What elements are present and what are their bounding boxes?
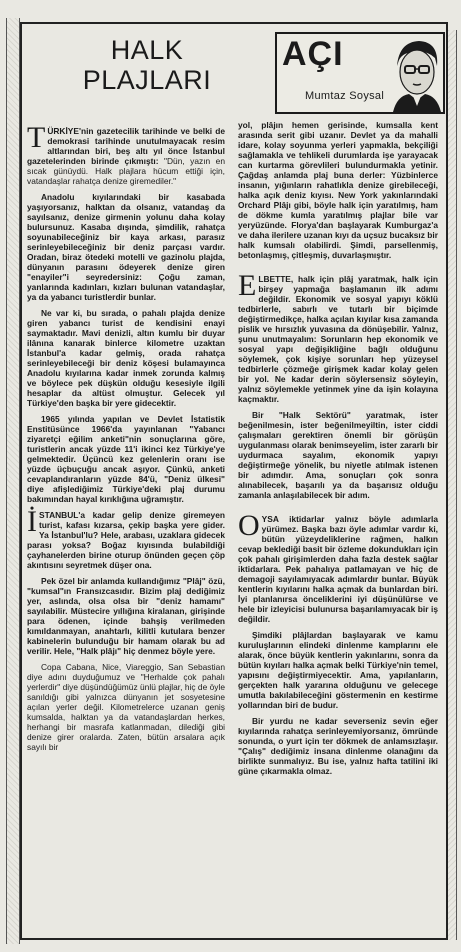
paragraph [27, 576, 225, 656]
paragraph-text: 1965 yılında yapılan ve Devlet İstatistik Enstitüsünce 1966'da yayınlanan "Yabancı ziyaretçi eğilim anketi"nin sonuçlarına göre, turistlerin ancak yüzde 11'i ikinci kez Türkiye'ye gelmektedir. Üçüncü kez gelenlerin oranı ise yüzde üçbuçuğu ancak aşıyor. Çünkü, anketi cevaplandıranların yüzde 84'ü, "Deniz ülkesi" diye afişlediğimiz Türkiye'deki plaj durumu bakımından hayal kırıklığına uğramıştır. [27, 414, 225, 504]
paragraph-text: Ne var ki, bu sırada, o pahalı plajda denize giren yabancı turist de kendisini enayi saymaktadır. Mavi denizli, altın kumlu bir duyar ilânına kanarak binlerce kilometre uzaktan İstanbul'a kadar gelmiş, orada rahatça serinleyebileceği bir deniz köşesi bulamayınca Anadolu kıyılarına kadar inmek zorunda kalmış ve böylece pek düşkün olduğu kesesiyle ilgili hesaplar da altüst olmuştur. Gelecek yıl Türkiye'den başka bir yere gidecektir. [27, 308, 225, 408]
paragraph [238, 269, 438, 404]
decorative-border-right [448, 30, 457, 940]
article-headline [72, 35, 222, 95]
paragraph-text: Şimdiki plâjlardan başlayarak ve kamu kuruluşlarının elindeki dinlenme kamplarını ele alarak, önce büyük kentlerin yakınlarını, sonra da bütün kıyıları halka açmak belki Türkiye'nin temel, yapısını değiştirmiyecektir. Ama, yapılanların, gerçekten halk yararına olduğunu ve gelecege umutla bakılabileceğini göstermenin en kestirme yollarından biri de budur. [238, 630, 438, 710]
drop-cap: İ [27, 505, 37, 538]
paragraph-text: "Dün, yazın en sıcak günüydü. Halk plajlara hücum ettiği için, vatandaşlar rahatça denize giremediler." [27, 156, 225, 186]
paragraph-text: yol, plâjın hemen gerisinde, kumsalla kent arasında serit gibi uzanır. Devlet ya da mahalli idare, kolay soyunma yerleri yapmakla, bekçiliği sağlamakla ve tehlikeli durumlarda işe yarayacak can kurtarma görevlileri bulundurmakla yetinir. Çağdaş anlamda plaj buna derler: Yüzbinlerce insanın, yığınların rahatlıkla denize girebileceği, halka açık deniz kıyısı. New York yakınlarındaki Orchard Plâjı gibi, böyle halk için yaratılmış, ham de dökme kumla yaratılmış plajlar bile var yeryüzünde. Florya'dan başlayarak Kumburgaz'a ve daha ilerilere uzanan kıyı da uçsuz bucaksız bir halk kumsalı olabilirdi. Şimdi, parsellenmiş, betonlaşmış, çitleşmiş, duvarlaşmıştır. [238, 120, 438, 260]
paragraph-text: Bir yurdu ne kadar severseniz sevin eğer kıyılarında rahatça serinleyemiyorsanız, ömründe sonunda, o yurt için ter dökmek de anlamsızlaşır. "Çalış" dediğimiz insana dinlenme olanağını da birlikte sunmalıyız. Bu ise, yalnız hafta tatilini iki güne çıkarmakla olmaz. [238, 716, 438, 776]
paragraph [27, 414, 225, 504]
paragraph [238, 509, 438, 624]
headline-line-2: PLAJLARI [82, 65, 212, 95]
paragraph [238, 410, 438, 500]
paragraph [27, 308, 225, 408]
left-column [27, 121, 225, 758]
paragraph [27, 121, 225, 186]
author-portrait-icon [387, 36, 443, 112]
paragraph-text: STANBUL'a kadar gelip denize giremeyen turist, kafası kızarsa, çekip başka yere gider. Ya İstanbul'lu? Hele, arabası, uzaklara gidecek parası yoksa? Boğaz kıyısında bulabildiği çayhanelerden birine oturup önünden geçen çöp akıntısını seyretmek düşer ona. [27, 510, 225, 570]
paragraph-text: Copa Cabana, Nice, Viareggio, San Sebastian diye adını duyduğumuz ve "Herhalde çok pahalı yerlerdir" diye düşündüğümüz ünlü plajlar, hiç de öyle sanıldığı gibi yalnızca dünyanın jet sosyetesine açılan yerler değil. Kilometrelerce uzanan geniş kumsalda, halktan ya da vatandaşlardan herkes, herhangi bir masrafa katlanmadan, dilediği gibi denize girer oralarda. Zaten, bütün arsalara açık sayılı bir [27, 662, 225, 752]
column-author: Mumtaz Soysal [305, 90, 385, 102]
paragraph [238, 716, 438, 776]
paragraph-text: Anadolu kıyılarındaki bir kasabada yaşıyorsanız, halktan da olsanız, vatandaş da sayılsanız, denize girmenin yolunu daha kolay bulursunuz. Kasaba dışında, şimdilik, rahatça soyunabileceğiniz bir kaya arkası, parasız serinleyebileceğiniz bir deniz parçası vardır. Oradan, biraz ötedeki motelli ve gazinolu plajda, dünyanın parasını ödeyerek denize giren "enayiler"i seyredersiniz: Çoğu zaman, yanlarında kadınları, kızları bulunan vatandaşlar, ya da yabancı turistlerdir bunlar. [27, 192, 225, 302]
right-column [238, 120, 438, 782]
column-title: AÇI [282, 35, 344, 73]
paragraph [27, 192, 225, 302]
drop-cap: T [27, 121, 46, 154]
paragraph [238, 630, 438, 710]
decorative-border-left [6, 18, 20, 944]
paragraph [27, 662, 225, 752]
paragraph-text: LBETTE, halk için plâj yaratmak, halk için birşey yapmağa başlamanın ilk adımı değildir. Ekonomik ve sosyal yapıyı köklü tedbirlerle, sabırlı ve tutarlı bir biçimde değiştirmedikçe, halka açılan kıyılar kısa zamanda pislik ve hırsızlık yuvasına da dönüşebilir. Yalnız, şunu unutmayalım: Sorunların hep ekonomik ve sosyal yapı değişikliğine bağlı olduğunu söylemek, çok kişiye sorunları hep yüzeysel tedbirlerle çözmeğe girişmek kadar kolay gelen bir yol. Ne kadar derin söylersensiz söyleyin, yalnız söylemekle yetinmek yine da işin kolayına kaçmaktır. [238, 274, 438, 404]
paragraph-text: Pek özel bir anlamda kullandığımız "Plâj" özü, "kumsal"ın Fransızcasıdır. Bizim plaj dediğimiz yer, aslında, olsa olsa bir "deniz hamamı" sayılabilir. Müstecire yıllığına kiralanan, girişinde para ödenen, içinde bahşiş verilmeden kımıldanmayan, anahtarlı, kilitli kutulara benzer kabinelerin bulunduğu bir hamam olarak bu ad verilir. Hele, "Halk plâjı" hiç denmez böyle yere. [27, 576, 225, 656]
drop-cap: O [238, 509, 260, 542]
column-logo [275, 32, 445, 114]
drop-cap: E [238, 269, 257, 302]
paragraph-text: YSA iktidarlar yalnız böyle adımlarla yürümez. Başka bazı öyle adımlar vardır ki, bütün yüzeydeliklerine rağmen, halkın cevap beklediği basit bir özleme dokundukları için çok pahalı girişimlerden daha fazla destek sağlar iktidarlara. Pek pahalıya patlamayan ve hiç de demagoji sayılamıyacak adımlardır bunlar. Büyük kentlerin kıyılarını halka açmak da bunlardan biri. İyi planlanırsa önceliklerini iyi düşünülürse ve hele bir izleyicisi bulunursa başarılamıyacak bir iş değildir. [238, 514, 438, 624]
paragraph [27, 505, 225, 570]
paragraph [238, 120, 438, 260]
paragraph-text: ÜRKİYE'nin gazetecilik tarihinde ve belki de demokrasi tarihinde unutulmayacak resim altlarından biri, beş altı yıl önce İstanbul gazetelerinden birinde çıkmıştı: [27, 126, 225, 166]
headline-line-1: HALK [110, 35, 184, 65]
paragraph-text: Bir "Halk Sektörü" yaratmak, ister beğenilmesin, ister beğenilmeyiltin, ister ciddi çalışmaları gerektiren önemli bir görüşün uygulanması olarak benimseyelim, ister zararlı bir uydurmaca sayalım, ekonomik yapıyı değiştirmeğe yönelik, bu niyetle atılmak istenen bir adımdır. Ama, sonuçları çok sonra alınabilecek, başarılı ya da başarısız olduğu zamanla anlaşılabilecek bir adım. [238, 410, 438, 500]
